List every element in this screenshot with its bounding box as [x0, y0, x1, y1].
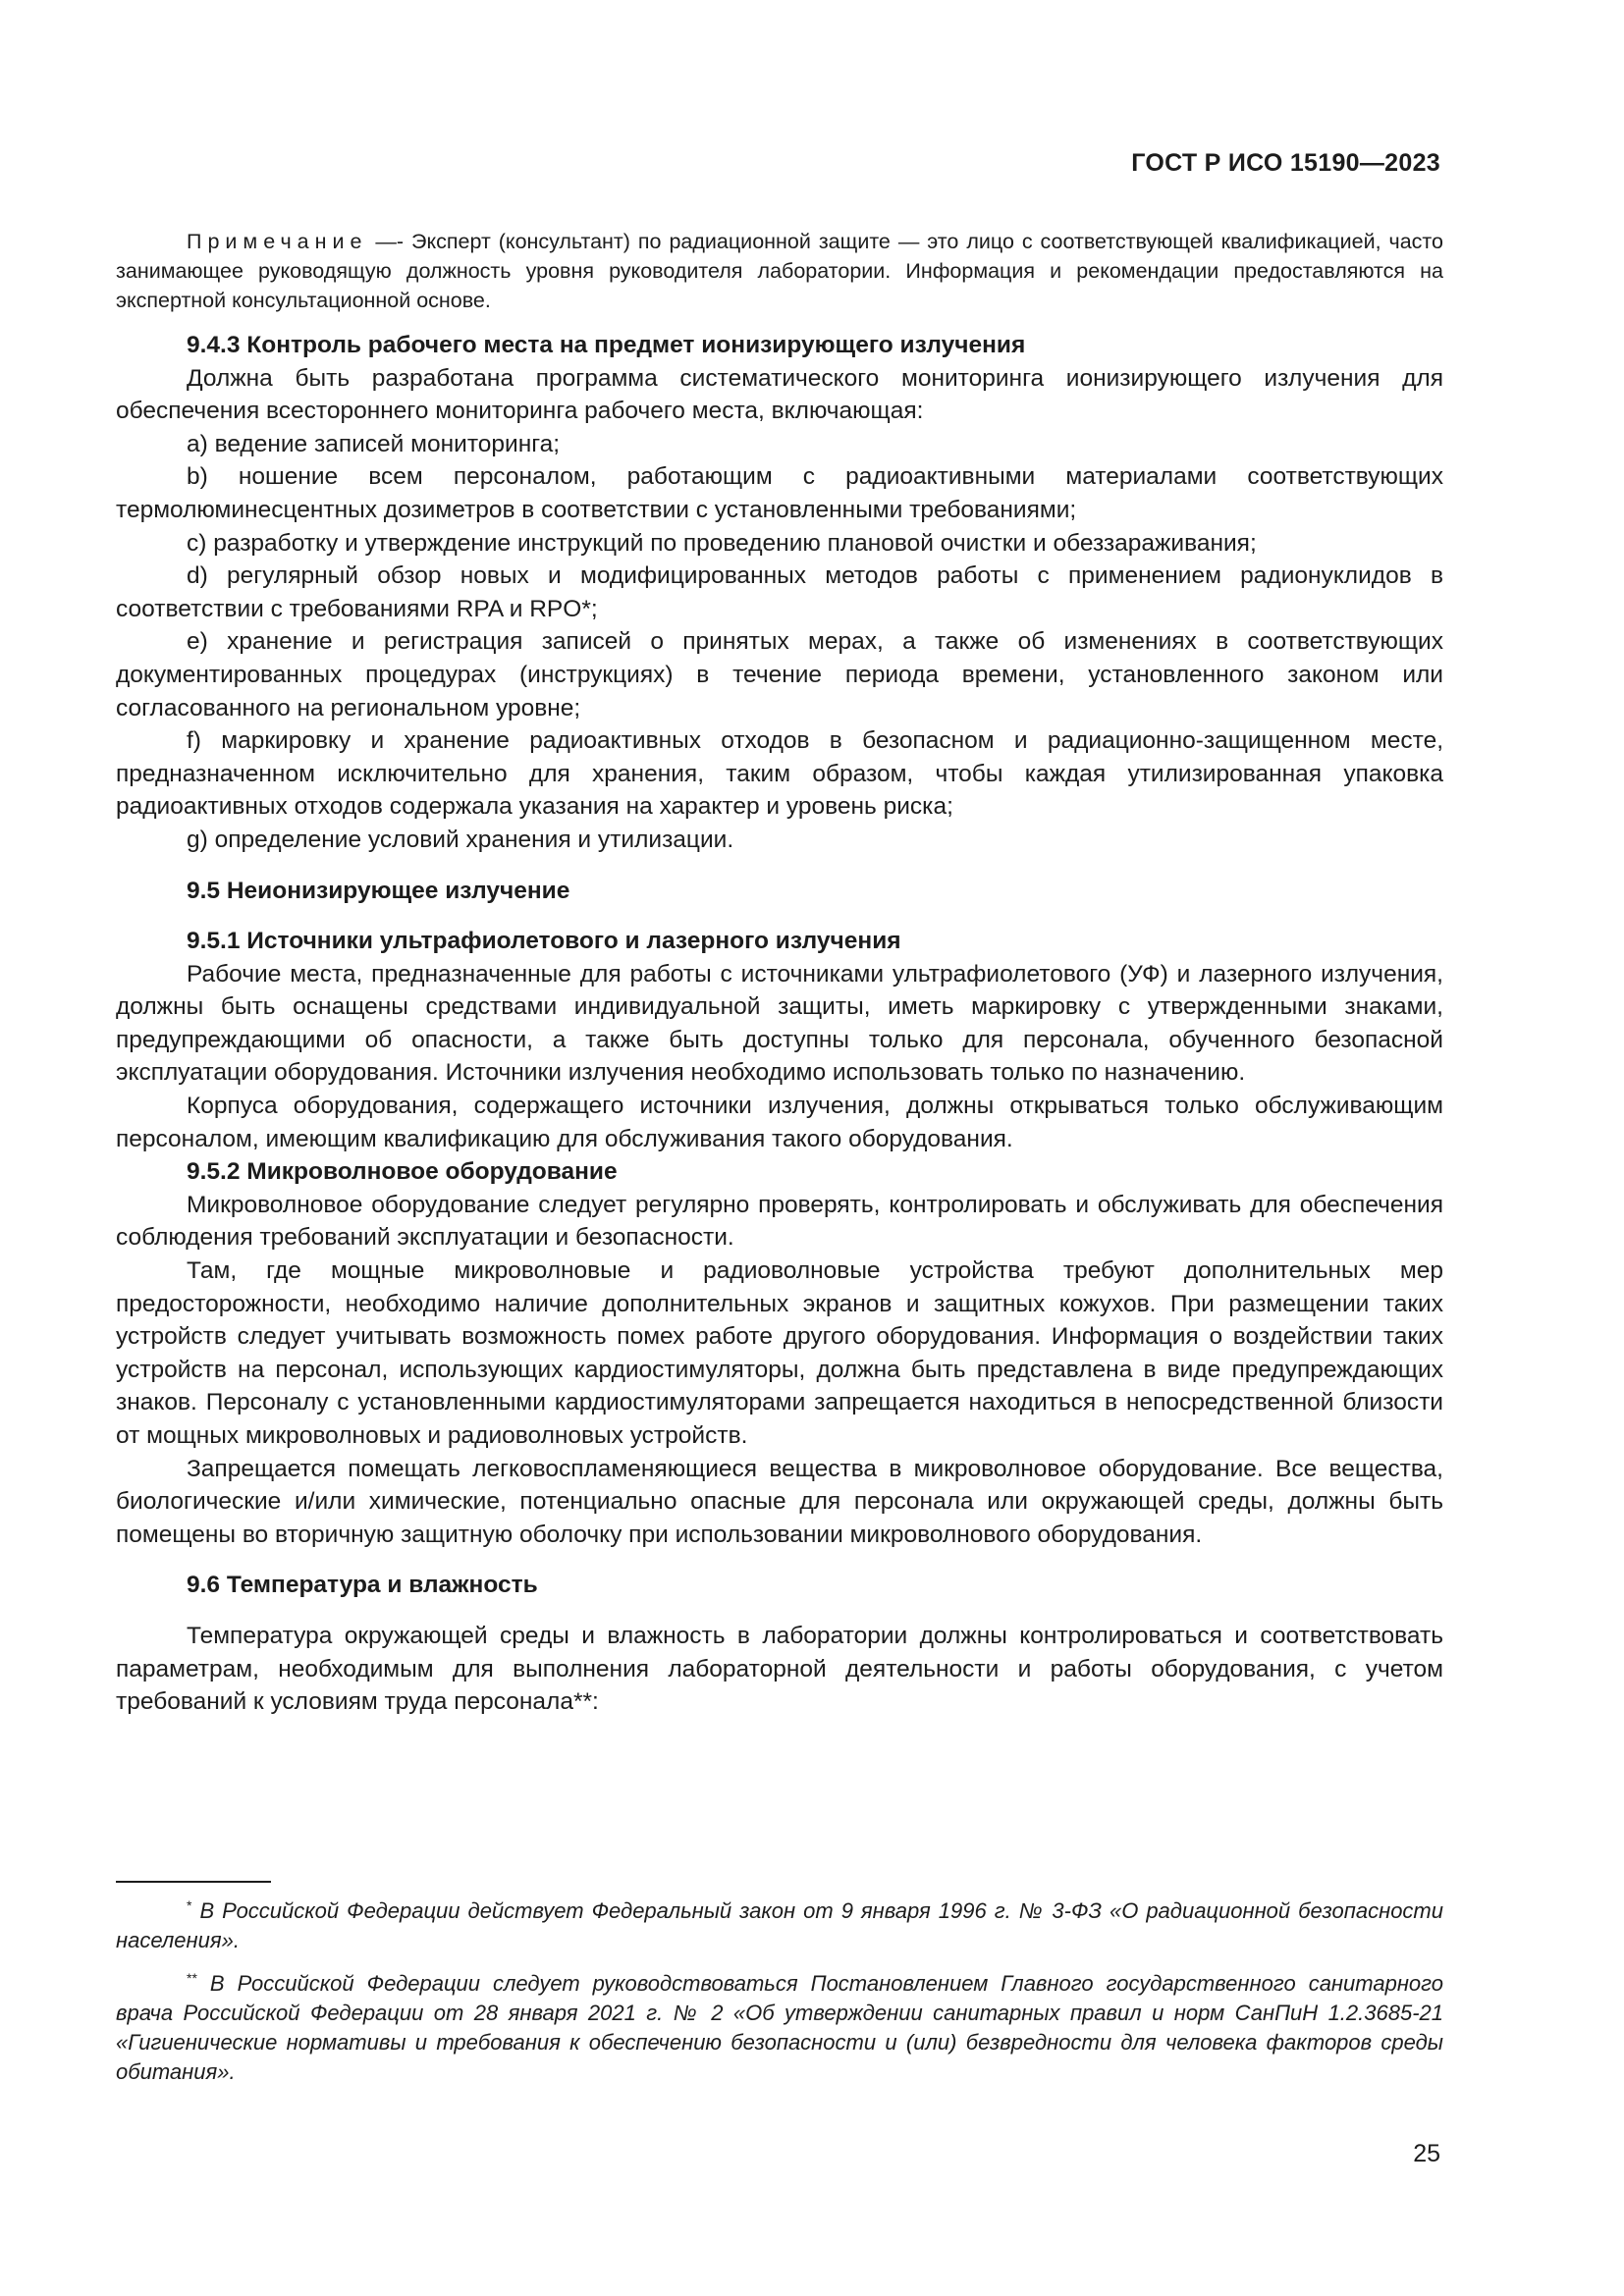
footnote-1-text: В Российской Федерации действует Федеральный закон от 9 января 1996 г. № 3-ФЗ «О радиационной безопасности населения».	[116, 1898, 1443, 1952]
list-item-d: d) регулярный обзор новых и модифицированных методов работы с применением радионуклидов в соответствии с требованиями RPA и RPO*;	[116, 562, 1443, 622]
list-item-b: b) ношение всем персоналом, работающим с радиоактивными материалами соответствующих термолюминесцентных дозиметров в соответствии с установленными требованиями;	[116, 463, 1443, 523]
note-label: Примечание	[187, 230, 368, 253]
paragraph-9-5-2-a: Микроволновое оборудование следует регулярно проверять, контролировать и обслуживать для обеспечения соблюдения требований эксплуатации и безопасности.	[116, 1191, 1443, 1252]
list-item-c: c) разработку и утверждение инструкций по проведению плановой очистки и обеззараживания;	[187, 529, 1257, 557]
list-item-g: g) определение условий хранения и утилизации.	[187, 826, 734, 853]
heading-9-5: 9.5 Неионизирующее излучение	[187, 877, 570, 904]
note-paragraph	[116, 227, 1443, 315]
paragraph-9-4-3-intro: Должна быть разработана программа систематического мониторинга ионизирующего излучения для обеспечения всестороннего мониторинга рабочего места, включающая:	[116, 364, 1443, 425]
footnote-2	[116, 1963, 1443, 2087]
list-item-f: f) маркировку и хранение радиоактивных отходов в безопасном и радиационно-защищенном месте, предназначенном исключительно для хранения, таким образом, чтобы каждая утилизированная упаковка радиоактивных отходов содержала указания на характер и уровень риска;	[116, 727, 1443, 821]
heading-9-5-1: 9.5.1 Источники ультрафиолетового и лазерного излучения	[187, 928, 901, 955]
main-content	[116, 227, 1443, 1719]
paragraph-9-6: Температура окружающей среды и влажность в лаборатории должны контролироваться и соответствовать параметрам, необходимым для выполнения лабораторной деятельности и работы оборудования, с учетом требований к условиям труда персонала**:	[116, 1622, 1443, 1716]
list-item-a: a) ведение записей мониторинга;	[187, 430, 561, 457]
paragraph-9-5-2-c: Запрещается помещать легковоспламеняющиеся вещества в микроволновое оборудование. Все вещества, биологические и/или химические, потенциально опасные для персонала или окружающей среды, должны быть помещены во вторичную защитную оболочку при использовании микроволнового оборудования.	[116, 1455, 1443, 1548]
note-text: —- Эксперт (консультант) по радиационной защите — это лицо с соответствующей квалификацией, часто занимающее руководящую должность уровня руководителя лаборатории. Информация и рекомендации предоставляются на экспертной консультационной основе.	[116, 230, 1443, 312]
list-item-e: e) хранение и регистрация записей о принятых мерах, а также об изменениях в соответствующих документированных процедурах (инструкциях) в течение периода времени, установленного законом или согласованного на региональном уровне;	[116, 628, 1443, 721]
heading-9-5-2: 9.5.2 Микроволновое оборудование	[187, 1158, 618, 1186]
page-number: 25	[1413, 2140, 1440, 2167]
paragraph-9-5-2-b: Там, где мощные микроволновые и радиоволновые устройства требуют дополнительных мер предосторожности, необходимо наличие дополнительных экранов и защитных кожухов. При размещении таких устройств следует учитывать возможность помех работе другого оборудования. Информация о воздействии таких устройств на персонал, использующих кардиостимуляторы, должна быть представлена в виде предупреждающих знаков. Персоналу с установленными кардиостимуляторами запрещается находиться в непосредственной близости от мощных микроволновых и радиоволновых устройств.	[116, 1257, 1443, 1449]
heading-9-6: 9.6 Температура и влажность	[187, 1572, 538, 1599]
paragraph-9-5-1-b: Корпуса оборудования, содержащего источники излучения, должны открываться только обслуживающим персоналом, имеющим квалификацию для обслуживания такого оборудования.	[116, 1093, 1443, 1152]
footnote-2-text: В Российской Федерации следует руководствоваться Постановлением Главного государственного санитарного врача Российской Федерации от 28 января 2021 г. № 2 «Об утверждении санитарных правил и норм СанПиН 1.2.3685-21 «Гигиенические нормативы и требования к обеспечению безопасности и (или) безвредности для человека факторов среды обитания».	[116, 1971, 1443, 2084]
heading-9-4-3: 9.4.3 Контроль рабочего места на предмет ионизирующего излучения	[187, 332, 1026, 358]
footnote-2-mark: **	[187, 1970, 197, 1986]
footnotes	[116, 1881, 1443, 2095]
footnote-1	[116, 1891, 1443, 1955]
footnote-separator	[116, 1881, 271, 1883]
paragraph-9-5-1-a: Рабочие места, предназначенные для работы с источниками ультрафиолетового (УФ) и лазерного излучения, должны быть оснащены средствами индивидуальной защиты, иметь маркировку с утвержденными знаками, предупреждающими об опасности, а также быть доступны только для персонала, обученного безопасной эксплуатации оборудования. Источники излучения необходимо использовать только по назначению.	[116, 960, 1443, 1087]
standard-designation: ГОСТ Р ИСО 15190—2023	[1131, 149, 1440, 177]
footnote-1-mark: *	[187, 1897, 192, 1913]
